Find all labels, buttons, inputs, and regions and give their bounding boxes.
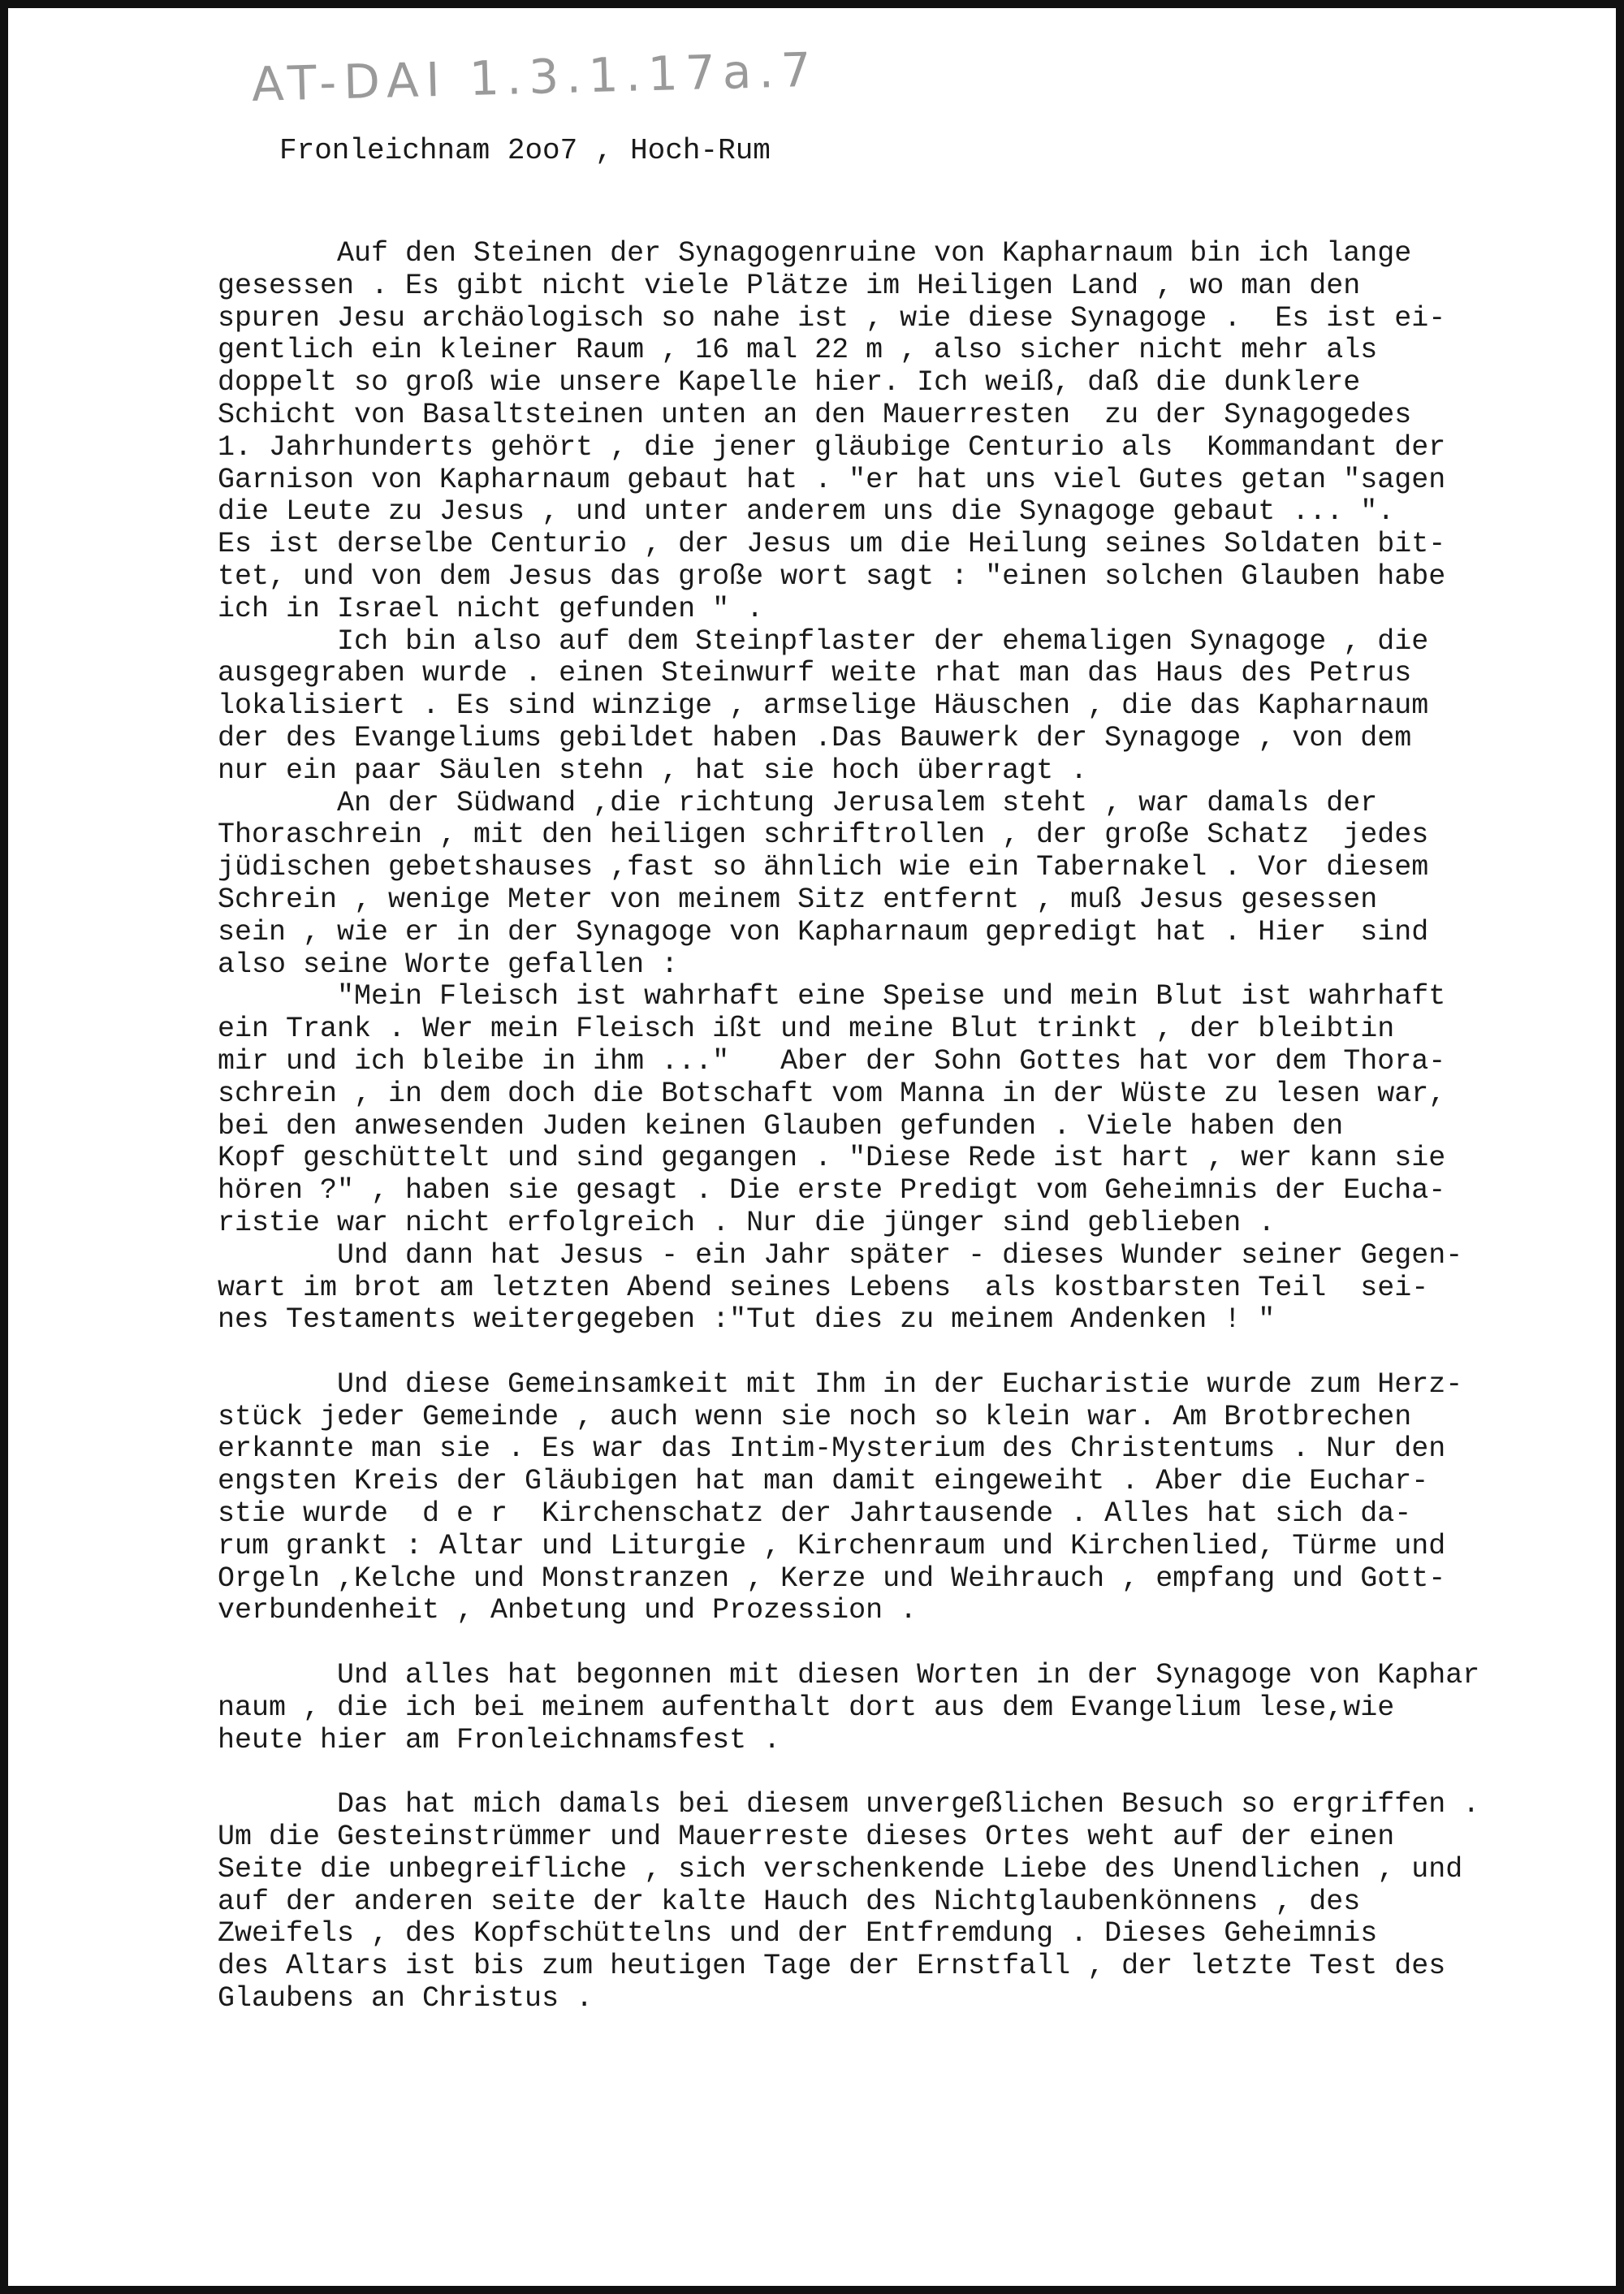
text-line: An der Südwand ,die richtung Jerusalem steht , war damals der xyxy=(218,786,1378,819)
text-line: Ich bin also auf dem Steinpflaster der ehemaligen Synagoge , die xyxy=(218,624,1429,658)
text-line: schrein , in dem doch die Botschaft vom Manna in der Wüste zu lesen war, xyxy=(218,1077,1446,1110)
document-title: Fronleichnam 2oo7 , Hoch-Rum xyxy=(279,134,771,167)
archive-reference-handwritten: AT-DAI 1.3.1.17a.7 xyxy=(251,41,819,112)
text-line: Zweifels , des Kopfschüttelns und der Entfremdung . Dieses Geheimnis xyxy=(218,1917,1378,1951)
text-line: Auf den Steinen der Synagogenruine von Kapharnaum bin ich lange xyxy=(218,237,1412,270)
paragraph-gap xyxy=(218,1756,1624,1789)
text-line: nes Testaments weitergegeben :"Tut dies zu meinem Andenken ! " xyxy=(218,1303,1276,1337)
text-line: die Leute zu Jesus , und unter anderem uns die Synagoge gebaut ... ". xyxy=(218,495,1395,529)
text-line: Kopf geschüttelt und sind gegangen . "Diese Rede ist hart , wer kann sie xyxy=(218,1142,1446,1175)
text-line: Seite die unbegreifliche , sich verschenkende Liebe des Unendlichen , und xyxy=(218,1852,1463,1886)
text-line: stie wurde d e r Kirchenschatz der Jahrtausende . Alles hat sich da- xyxy=(218,1497,1412,1531)
paragraph-gap xyxy=(218,1627,1624,1660)
text-line: Es ist derselbe Centurio , der Jesus um die Heilung seines Soldaten bit- xyxy=(218,528,1446,561)
text-line: sein , wie er in der Synagoge von Kapharnaum gepredigt hat . Hier sind xyxy=(218,915,1429,948)
text-line: ristie war nicht erfolgreich . Nur die jünger sind geblieben . xyxy=(218,1206,1276,1239)
text-line: wart im brot am letzten Abend seines Lebens als kostbarsten Teil sei- xyxy=(218,1271,1429,1304)
typed-letter-body xyxy=(218,238,1624,2015)
text-line: ein Trank . Wer mein Fleisch ißt und meine Blut trinkt , der bleibtin xyxy=(218,1013,1395,1046)
text-line: Und alles hat begonnen mit diesen Worten in der Synagoge von Kaphar xyxy=(218,1659,1480,1692)
text-line: bei den anwesenden Juden keinen Glauben gefunden . Viele haben den xyxy=(218,1109,1344,1143)
text-line: tet, und von dem Jesus das große wort sagt : "einen solchen Glauben habe xyxy=(218,559,1446,593)
text-line: gentlich ein kleiner Raum , 16 mal 22 m , also sicher nicht mehr als xyxy=(218,334,1378,367)
text-line: gesessen . Es gibt nicht viele Plätze im Heiligen Land , wo man den xyxy=(218,269,1361,302)
text-line: heute hier am Fronleichnamsfest . xyxy=(218,1723,781,1756)
text-line: Und diese Gemeinsamkeit mit Ihm in der Eucharistie wurde zum Herz- xyxy=(218,1367,1463,1401)
text-line: Thoraschrein , mit den heiligen schriftrollen , der große Schatz jedes xyxy=(218,819,1429,852)
text-line: Orgeln ,Kelche und Monstranzen , Kerze und Weihrauch , empfang und Gott- xyxy=(218,1562,1446,1595)
text-line: auf der anderen seite der kalte Hauch des Nichtglaubenkönnens , des xyxy=(218,1885,1361,1918)
text-line: naum , die ich bei meinem aufenthalt dort aus dem Evangelium lese,wie xyxy=(218,1691,1395,1724)
text-line: spuren Jesu archäologisch so nahe ist , wie diese Synagoge . Es ist ei- xyxy=(218,301,1446,335)
text-line: lokalisiert . Es sind winzige , armselige Häuschen , die das Kapharnaum xyxy=(218,689,1429,723)
text-line: Um die Gesteinstrümmer und Mauerreste dieses Ortes weht auf der einen xyxy=(218,1821,1395,1854)
text-line: mir und ich bleibe in ihm ..." Aber der Sohn Gottes hat vor dem Thora- xyxy=(218,1044,1446,1078)
paragraph-gap xyxy=(218,1337,1624,1369)
text-line: Schrein , wenige Meter von meinem Sitz entfernt , muß Jesus gesessen xyxy=(218,883,1378,916)
text-line: Und dann hat Jesus - ein Jahr später - dieses Wunder seiner Gegen- xyxy=(218,1238,1463,1272)
text-line: "Mein Fleisch ist wahrhaft eine Speise und mein Blut ist wahrhaft xyxy=(218,980,1446,1013)
text-line: erkannte man sie . Es war das Intim-Mysterium des Christentums . Nur den xyxy=(218,1432,1446,1466)
text-line: doppelt so groß wie unsere Kapelle hier. Ich weiß, daß die dunklere xyxy=(218,366,1361,400)
text-line: jüdischen gebetshauses ,fast so ähnlich wie ein Tabernakel . Vor diesem xyxy=(218,851,1429,884)
text-line: engsten Kreis der Gläubigen hat man damit eingeweiht . Aber die Euchar- xyxy=(218,1465,1429,1498)
text-line: des Altars ist bis zum heutigen Tage der Ernstfall , der letzte Test des xyxy=(218,1950,1446,1983)
text-line: Glaubens an Christus . xyxy=(218,1982,594,2015)
text-line: nur ein paar Säulen stehn , hat sie hoch überragt . xyxy=(218,754,1088,787)
text-line: 1. Jahrhunderts gehört , die jener gläubige Centurio als Kommandant der xyxy=(218,430,1446,464)
text-line: hören ?" , haben sie gesagt . Die erste Predigt vom Geheimnis der Eucha- xyxy=(218,1174,1446,1207)
text-line: rum grankt : Altar und Liturgie , Kirchenraum und Kirchenlied, Türme und xyxy=(218,1529,1446,1562)
text-line: Garnison von Kapharnaum gebaut hat . "er hat uns viel Gutes getan "sagen xyxy=(218,463,1446,496)
text-line: Schicht von Basaltsteinen unten an den Mauerresten zu der Synagogedes xyxy=(218,398,1412,431)
text-line: ich in Israel nicht gefunden " . xyxy=(218,592,764,625)
text-line: stück jeder Gemeinde , auch wenn sie noch so klein war. Am Brotbrechen xyxy=(218,1400,1412,1433)
text-line: ausgegraben wurde . einen Steinwurf weite rhat man das Haus des Petrus xyxy=(218,657,1412,690)
text-line: verbundenheit , Anbetung und Prozession . xyxy=(218,1594,918,1627)
text-line: also seine Worte gefallen : xyxy=(218,948,679,981)
text-line: Das hat mich damals bei diesem unvergeßlichen Besuch so ergriffen . xyxy=(218,1788,1480,1821)
text-line: der des Evangeliums gebildet haben .Das Bauwerk der Synagoge , von dem xyxy=(218,721,1412,754)
